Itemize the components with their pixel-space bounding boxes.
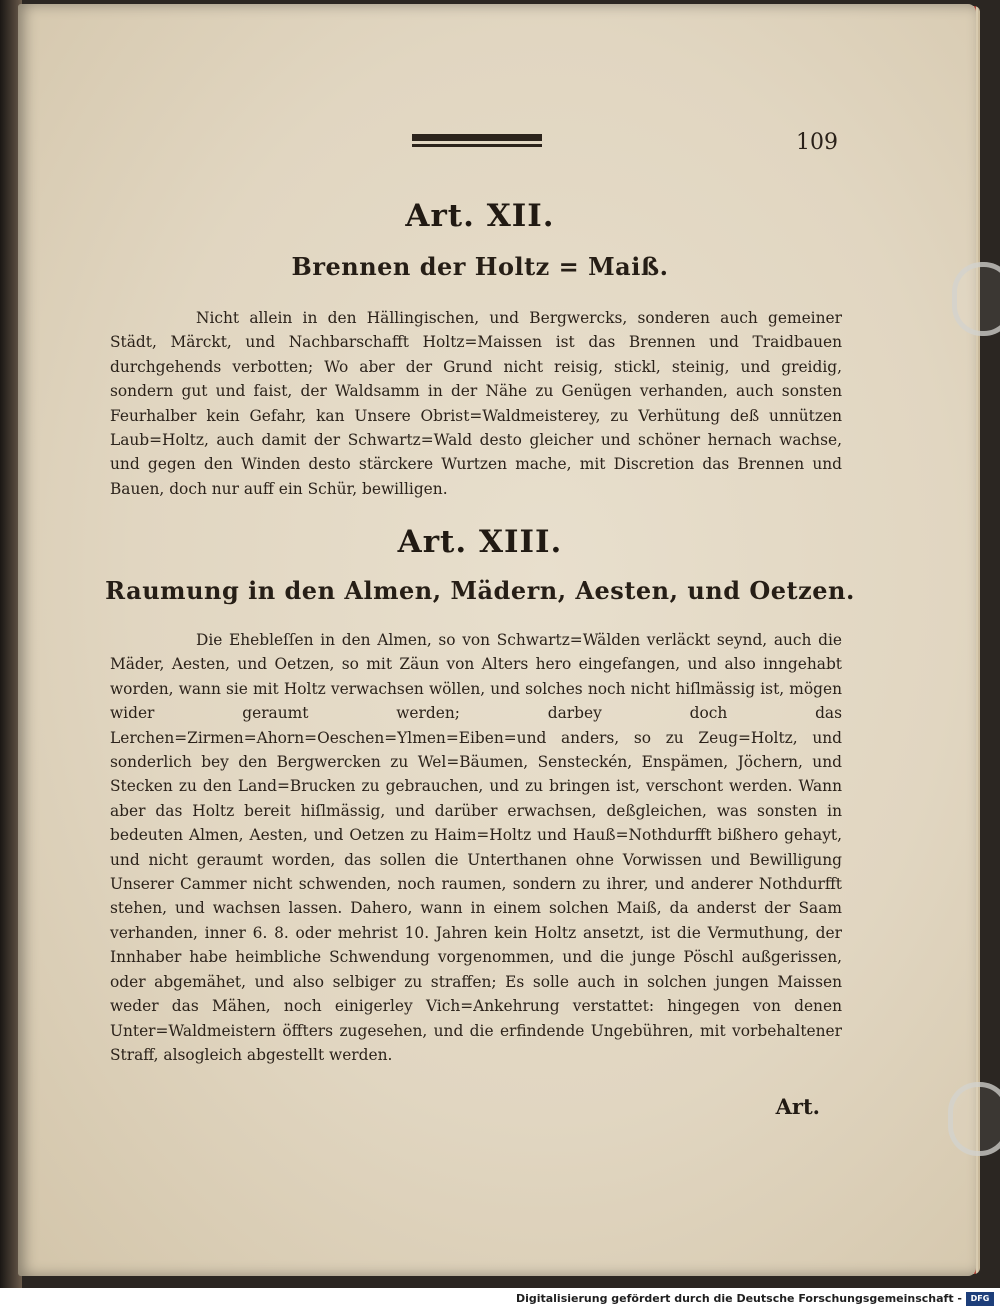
header-ornament-rule xyxy=(412,134,542,150)
article-12-text: Nicht allein in den Hällingischen, und Bergwercks, sonderen auch gemeiner Städt, Märckt, und Nachbarschafft Holtz=Maissen ist das Brennen und Traidbauen durchgehends verbotten; Wo aber der Grund nicht reisig, stickl, steinig, und greidig, sondern gut und faist, der Waldsamm in der Nähe zu Genügen verhanden, auch sonsten Feurhalber kein Gefahr, kan Unsere Obrist=Waldmeisterey, zu Verhütung deß unnützen Laub=Holtz, auch damit der Schwartz=Wald desto gleicher und schöner hernach wachse, und gegen den Winden desto stärckere Wurtzen mache, mit Discretion das Brennen und Bauen, doch nur auff ein Schür, bewilligen. xyxy=(110,309,842,498)
article-12-heading: Art. XII. xyxy=(405,198,555,234)
page-clip-bottom xyxy=(948,1082,1000,1156)
page-number: 109 xyxy=(796,130,838,155)
rule-thick xyxy=(412,134,542,141)
page-clip-top xyxy=(952,262,1000,336)
dfg-logo: DFG xyxy=(966,1292,994,1306)
article-12-subheading: Brennen der Holtz = Maiß. xyxy=(291,252,669,281)
article-13-heading: Art. XIII. xyxy=(397,524,563,560)
article-13-subheading: Raumung in den Almen, Mädern, Aesten, und Oetzen. xyxy=(105,576,855,605)
footer-credit: Digitalisierung gefördert durch die Deutsche Forschungsgemeinschaft - xyxy=(515,1292,962,1305)
article-13-text: Die Ehebleſſen in den Almen, so von Schwartz=Wälden verläckt seynd, auch die Mäder, Aesten, und Oetzen, so mit Zäun von Alters hero eingefangen, und also inngehabt worden, wann sie mit Holtz verwachsen wöllen, und solches noch nicht hiſlmässig ist, mögen wider geraumt werden; darbey doch das Lerchen=Zirmen=Ahorn=Oeschen=Ylmen=Eiben=und anders, so zu Zeug=Holtz, und sonderlich bey den Bergwercken zu Wel=Bäumen, Sensteckén, Enspämen, Jöchern, und Stecken zu den Land=Brucken zu gebrauchen, und zu bringen ist, verschont werden. Wann aber das Holtz bereit hiſlmässig, und darüber erwachsen, deßgleichen, was sonsten in bedeuten Almen, Aesten, und Oetzen zu Haim=Holtz und Hauß=Nothdurfft bißhero gehayt, und nicht geraumt worden, das sollen die Unterthanen ohne Vorwissen und Bewilligung Unserer Cammer nicht schwenden, noch raumen, sondern zu ihrer, und anderer Nothdurfft stehen, und wachsen lassen. Dahero, wann in einem solchen Maiß, da anderst der Saam verhanden, inner 6. 8. oder mehrist 10. Jahren kein Holtz ansetzt, ist die Vermuthung, der Innhaber habe heimbliche Schwendung vorgenommen, und die junge Pöschl außgerissen, oder abgemähet, und also selbiger zu straffen; Es solle auch in solchen jungen Maissen weder das Mähen, noch einigerley Vich=Ankehrung verstattet: hingegen von denen Unter=Waldmeistern öffters zugesehen, und die erfindende Ungebühren, mit vorbehaltener Straff, alsogleich abgestellt werden. xyxy=(110,631,842,1064)
rule-thin xyxy=(412,144,542,147)
catchword: Art. xyxy=(775,1094,820,1119)
digitization-footer xyxy=(0,1288,1000,1310)
